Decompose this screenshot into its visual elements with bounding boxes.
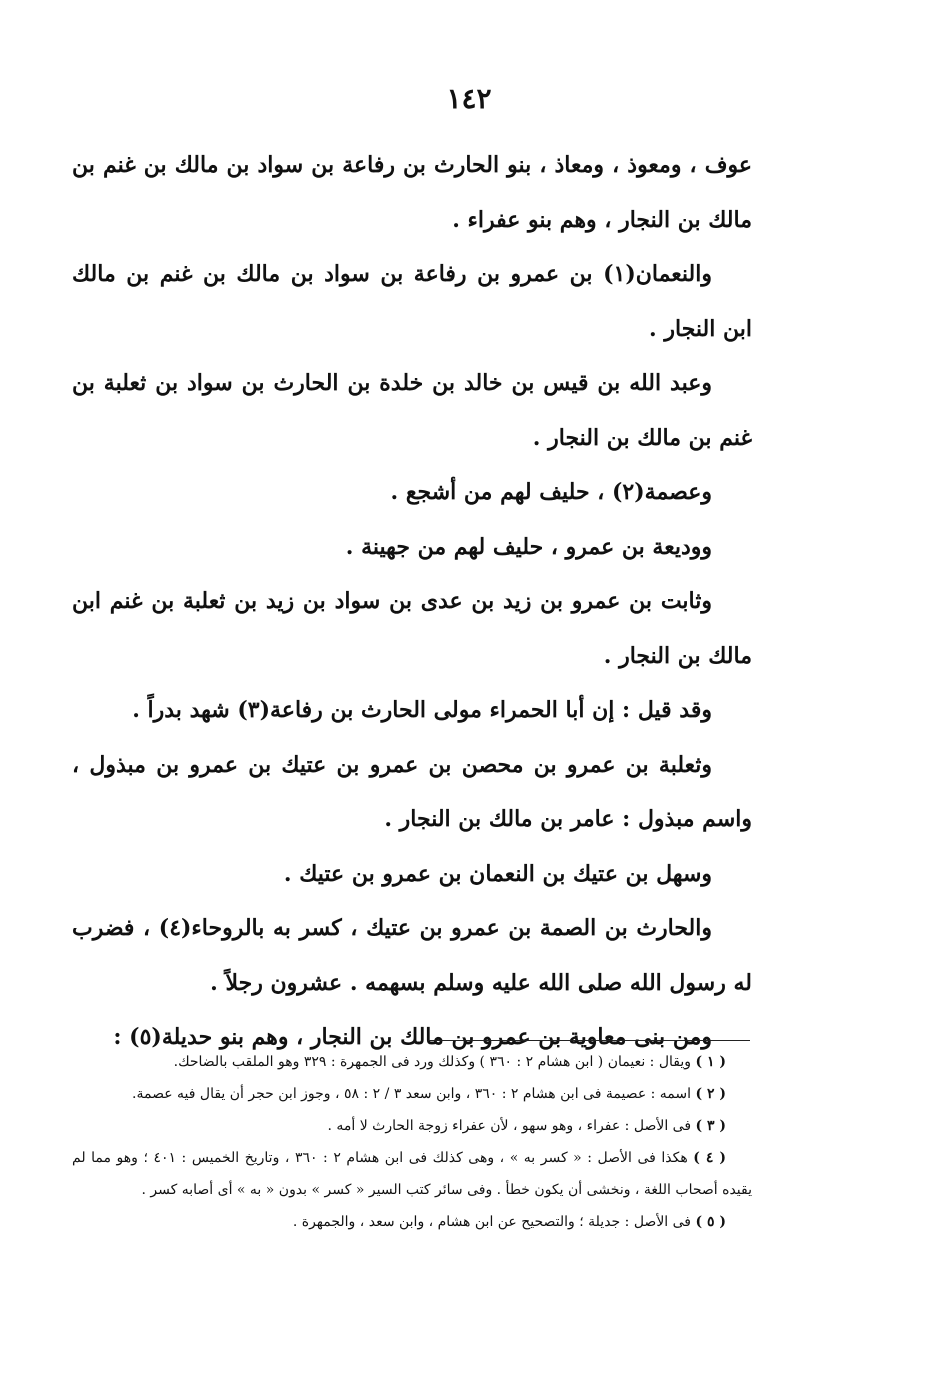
footnote-text: اسمه : عصيمة فى ابن هشام ٢ : ٣٦٠ ، وابن سعد ٣ / ٢ : ٥٨ ، وجوز ابن حجر أن يقال فيه عصمة. <box>132 1086 692 1102</box>
footnote-text: فى الأصل : عفراء ، وهو سهو ، لأن عفراء زوجة الحارث لا أمه . <box>327 1118 692 1134</box>
paragraph: عوف ، ومعوذ ، ومعاذ ، بنو الحارث بن رفاعة بن سواد بن مالك بن غنم بن مالك بن النجار ، وهم بنو عفراء . <box>72 152 752 233</box>
paragraph: والحارث بن الصمة بن عمرو بن عتيك ، كسر به بالروحاء(٤) ، فضرب له رسول الله صلى الله عليه وسلم بسهمه . عشرون رجلاً . <box>72 915 752 996</box>
footnote <box>72 1206 752 1238</box>
footnote-divider <box>428 1040 750 1041</box>
footnote-number: ( ٢ ) <box>695 1086 726 1102</box>
paragraph: ووديعة بن عمرو ، حليف لهم من جهينة . <box>345 533 712 560</box>
paragraph: وسهل بن عتيك بن النعمان بن عمرو بن عتيك . <box>283 860 712 887</box>
footnote-text: فى الأصل : جديلة ؛ والتصحيح عن ابن هشام ، وابن سعد ، والجمهرة . <box>292 1214 692 1230</box>
footnote-number: ( ٣ ) <box>695 1118 726 1134</box>
paragraph: وثعلبة بن عمرو بن محصن بن عمرو بن عتيك بن عمرو بن مبذول ، واسم مبذول : عامر بن مالك بن النجار . <box>72 751 752 832</box>
footnotes <box>72 1046 752 1238</box>
footnote-text: هكذا فى الأصل : « كسر به » ، وهى كذلك فى ابن هشام ٢ : ٣٦٠ ، وتاريخ الخميس : ٤٠١ ؛ وهو مما لم يقيده أصحاب اللغة ، ونخشى أن يكون خطأ . وفى سائر كتب السير « كسر » بدون « به » أى أصابه كسر . <box>72 1150 752 1198</box>
paragraph: والنعمان(١) بن عمرو بن رفاعة بن سواد بن مالك بن غنم بن مالك ابن النجار . <box>72 261 752 342</box>
paragraph: وقد قيل : إن أبا الحمراء مولى الحارث بن رفاعة(٣) شهد بدراً . <box>132 697 712 723</box>
footnote <box>72 1078 752 1110</box>
footnote <box>72 1046 752 1078</box>
paragraph: وعبد الله بن قيس بن خالد بن خلدة بن الحارث بن سواد بن ثعلبة بن غنم بن مالك بن النجار . <box>72 370 752 451</box>
paragraph: ومن بنى معاوية بن عمرو بن مالك بن النجار ، وهم بنو حديلة(٥) : <box>113 1024 712 1050</box>
footnote <box>72 1142 752 1206</box>
main-text <box>72 138 752 1065</box>
footnote-number: ( ١ ) <box>695 1054 726 1070</box>
paragraph: وثابت بن عمرو بن زيد بن عدى بن سواد بن زيد بن ثعلبة بن غنم ابن مالك بن النجار . <box>72 588 752 669</box>
paragraph: وعصمة(٢) ، حليف لهم من أشجع . <box>390 479 712 505</box>
footnote-text: ويقال : نعيمان ( ابن هشام ٢ : ٣٦٠ ) وكذلك ورد فى الجمهرة : ٣٢٩ وهو الملقب بالضاحك. <box>173 1054 692 1070</box>
footnote <box>72 1110 752 1142</box>
page-number: ١٤٢ <box>446 82 492 115</box>
footnote-number: ( ٥ ) <box>695 1214 726 1230</box>
footnote-number: ( ٤ ) <box>693 1150 726 1166</box>
